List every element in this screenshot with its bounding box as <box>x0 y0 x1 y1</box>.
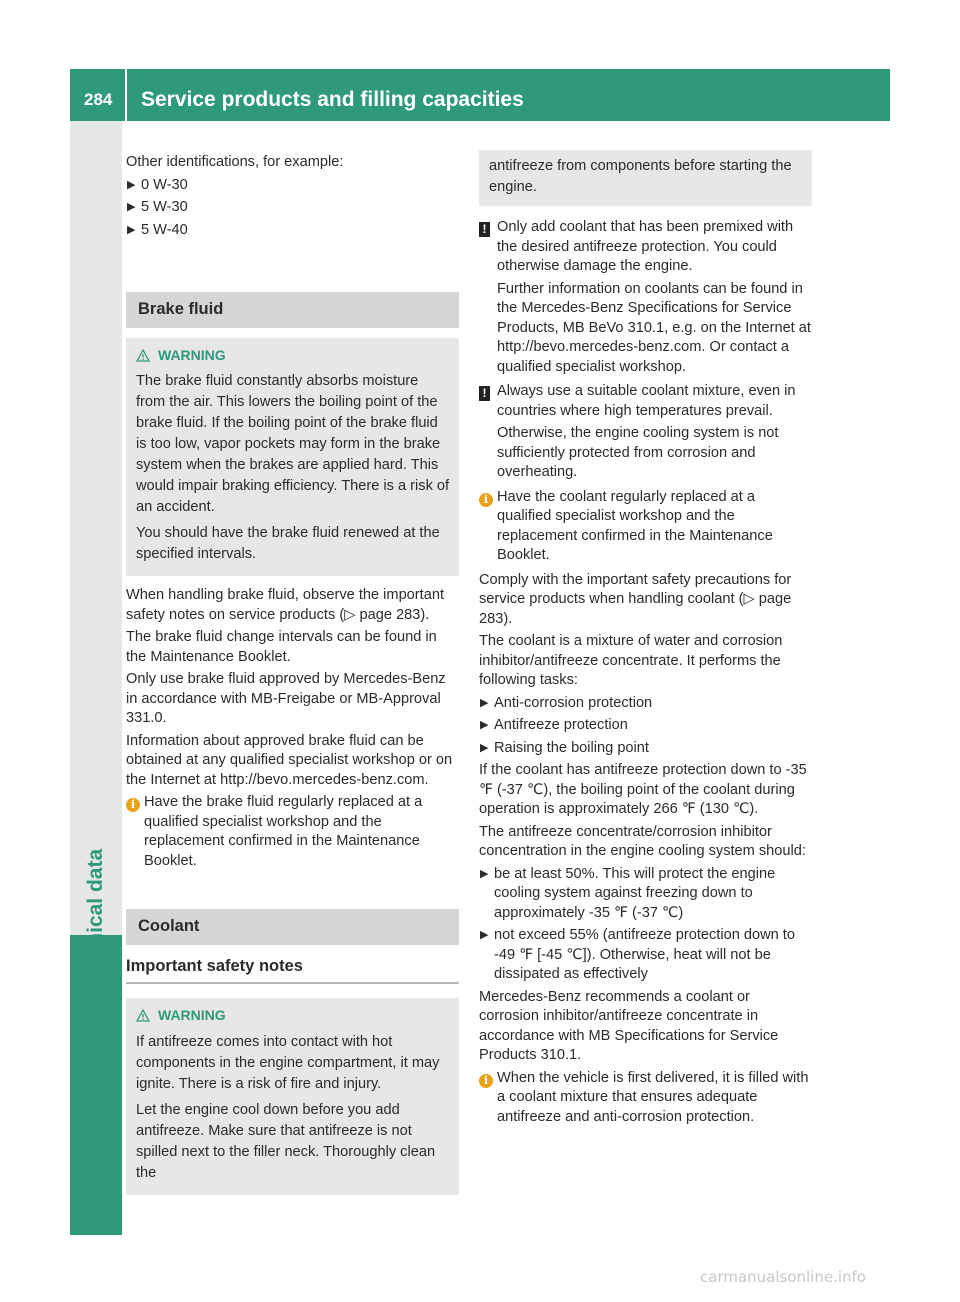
info-icon: i <box>479 1074 493 1088</box>
list-item: ▶ be at least 50%. This will protect the engine cooling system against freezing down to approximately -35 ℉ (-37 ℃) <box>480 865 776 921</box>
paragraph: Mercedes-Benz recommends a coolant or corrosion inhibitor/antifreeze concentrate in accordance with MB Specifications for Service Products 310.1. <box>479 988 779 1063</box>
info-note: i Have the brake fluid regularly replaced at a qualified specialist workshop and the replacement confirmed in the Maintenance Booklet. <box>126 793 459 871</box>
left-column <box>126 153 459 1205</box>
warning-continuation: antifreeze from components before starting the engine. <box>479 150 812 206</box>
bullet-icon: ▶ <box>127 201 136 213</box>
list-item: ▶ Anti-corrosion protection <box>479 694 812 714</box>
info-note: i Have the coolant regularly replaced at a qualified specialist workshop and the replacement confirmed in the Maintenance Booklet. <box>479 488 812 566</box>
section-heading-brake-fluid: Brake fluid <box>126 292 459 328</box>
list-item: ▶ not exceed 55% (antifreeze protection down to -49 ℉ [-45 ℃]). Otherwise, heat will not be dissipated as effectively <box>480 927 795 982</box>
paragraph: The brake fluid change intervals can be found in the Maintenance Booklet. <box>126 629 437 665</box>
notice-note: ! Always use a suitable coolant mixture, even in countries where high temperatures prevail. Otherwise, the engine cooling system is not sufficiently protected from corrosion and overheating. <box>479 382 812 483</box>
page-number: 284 <box>84 90 113 109</box>
info-icon: i <box>126 798 140 812</box>
warning-triangle-icon <box>136 1009 150 1022</box>
list-item: ▶ Raising the boiling point <box>479 739 812 759</box>
paragraph: Comply with the important safety precautions for service products when handling coolant (▷ page 283). <box>479 571 792 627</box>
bullet-icon: ▶ <box>480 719 489 731</box>
paragraph: Information about approved brake fluid can be obtained at any qualified specialist workshop or on the Internet at http://bevo.mercedes-benz.com. <box>126 732 453 788</box>
intro-text: Other identifications, for example: <box>126 154 344 170</box>
list-item: ▶ 5 W-30 <box>126 198 459 218</box>
bullet-icon: ▶ <box>127 223 136 236</box>
bullet-icon: ▶ <box>480 741 489 754</box>
warning-text: If antifreeze comes into contact with hot components in the engine compartment, it may ignite. There is a risk of fire and injury. <box>136 1033 440 1092</box>
paragraph: Only use brake fluid approved by Mercedes-Benz in accordance with MB-Freigabe or MB-Approval 331.0. <box>126 671 446 726</box>
warning-title: WARNING <box>136 346 451 366</box>
warning-triangle-icon <box>136 349 150 362</box>
list-item: ▶ Antifreeze protection <box>479 716 812 736</box>
subsection-heading: Important safety notes <box>126 949 459 985</box>
paragraph: When handling brake fluid, observe the important safety notes on service products (▷ page 283). <box>126 587 445 623</box>
warning-box <box>126 998 459 1195</box>
bullet-icon: ▶ <box>480 696 489 709</box>
notice-icon: ! <box>479 222 490 237</box>
bullet-icon: ▶ <box>127 178 136 191</box>
watermark: carmanualsonline.info <box>700 1268 866 1286</box>
bullet-icon: ▶ <box>480 867 489 880</box>
section-heading-coolant: Coolant <box>126 909 459 945</box>
paragraph: The antifreeze concentrate/corrosion inhibitor concentration in the engine cooling system should: <box>479 823 806 859</box>
info-note: i When the vehicle is first delivered, it is filled with a coolant mixture that ensures adequate antifreeze and anti-corrosion protection. <box>479 1069 812 1128</box>
page-header <box>70 69 890 121</box>
info-icon: i <box>479 493 493 507</box>
bullet-icon: ▶ <box>480 929 489 941</box>
paragraph: The coolant is a mixture of water and corrosion inhibitor/antifreeze concentrate. It performs the following tasks: <box>479 633 783 688</box>
side-tab-label: Technical data <box>84 848 107 994</box>
right-column <box>479 153 812 1132</box>
paragraph: If the coolant has antifreeze protection down to -35 ℉ (-37 ℃), the boiling point of the coolant during operation is approximately 266 ℉ (130 ℃). <box>479 762 807 817</box>
notice-icon: ! <box>479 386 490 401</box>
side-tab <box>70 121 122 1235</box>
warning-text: The brake fluid constantly absorbs moisture from the air. This lowers the boiling point of the brake fluid. If the boiling point of the brake fluid is too low, vapor pockets may form in the brake system when the brakes are applied hard. This would impair braking efficiency. There is a risk of an accident. <box>136 373 450 515</box>
list-item: ▶ 0 W-30 <box>126 176 459 196</box>
warning-text: You should have the brake fluid renewed at the specified intervals. <box>136 525 440 562</box>
warning-box <box>126 338 459 577</box>
page-title: Service products and filling capacities <box>141 88 524 111</box>
notice-note: ! Only add coolant that has been premixed with the desired antifreeze protection. You could otherwise damage the engine. Further information on coolants can be found in the Mercedes-Benz Specifications for Service Products, MB BeVo 310.1, e.g. on the Internet at http://bevo.mercedes-benz.com. Or contact a qualified specialist workshop. <box>479 218 812 377</box>
warning-text: Let the engine cool down before you add antifreeze. Make sure that antifreeze is not spilled next to the filler neck. Thoroughly clean the <box>136 1101 436 1181</box>
list-item: ▶ 5 W-40 <box>126 221 459 241</box>
header-divider <box>125 69 127 121</box>
warning-title: WARNING <box>136 1006 451 1026</box>
